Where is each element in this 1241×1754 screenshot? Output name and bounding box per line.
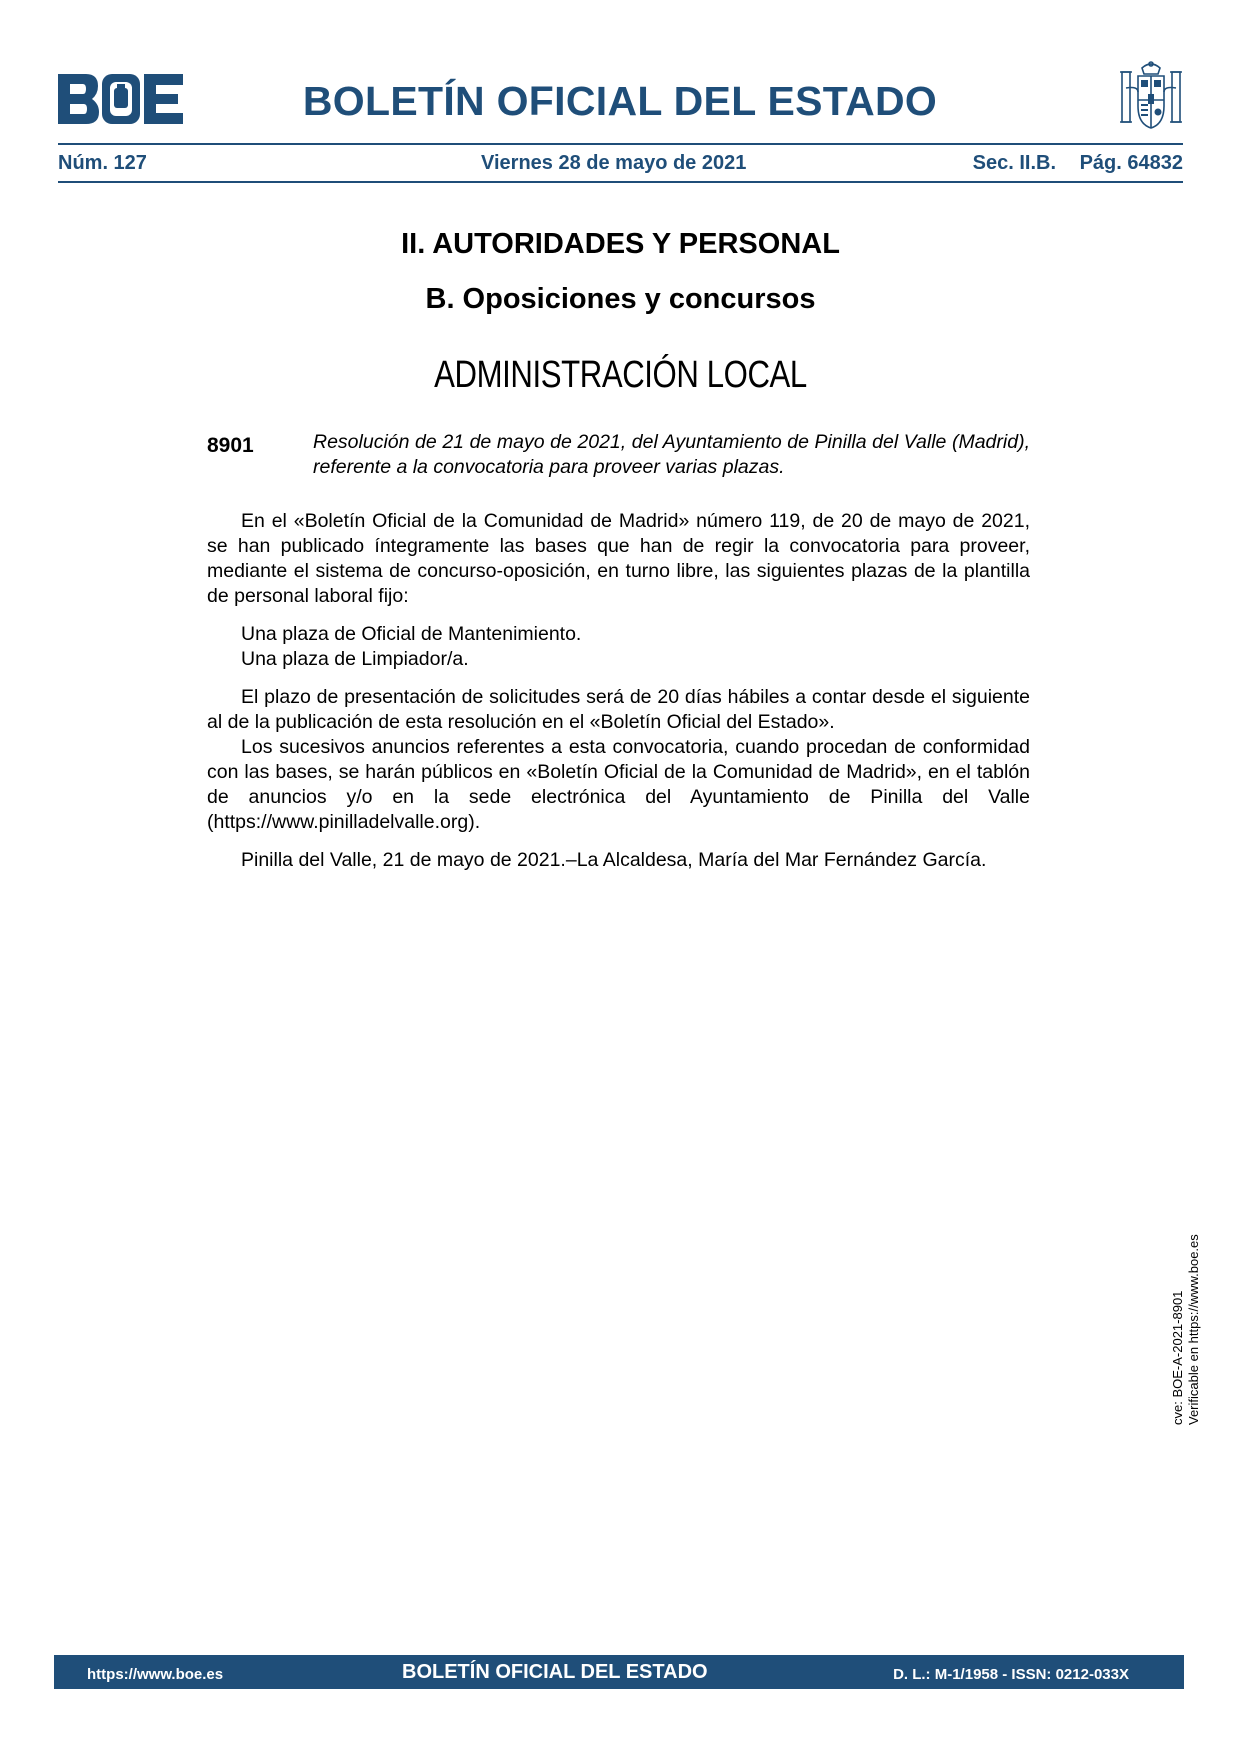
footer-legal: D. L.: M-1/1958 - ISSN: 0212-033X bbox=[893, 1666, 1129, 1683]
header-title: BOLETÍN OFICIAL DEL ESTADO bbox=[302, 78, 938, 124]
issue-date: Viernes 28 de mayo de 2021 bbox=[481, 152, 747, 174]
document-summary: Resolución de 21 de mayo de 2021, del Ayuntamiento de Pinilla del Valle (Madrid), referente a la convocatoria para proveer varias plazas. bbox=[313, 431, 1030, 478]
list-item: Una plaza de Limpiador/a. bbox=[241, 648, 469, 670]
boe-logo bbox=[58, 74, 183, 124]
section-code: Sec. II.B. bbox=[972, 152, 1056, 174]
subsection-title: B. Oposiciones y concursos bbox=[425, 283, 816, 315]
body-paragraph: El plazo de presentación de solicitudes será de 20 días hábiles a contar desde el siguiente al de la publicación de esta resolución en el «Boletín Oficial del Estado». bbox=[207, 686, 1030, 733]
page-number: Pág. 64832 bbox=[1079, 152, 1183, 174]
list-item: Una plaza de Oficial de Mantenimiento. bbox=[241, 623, 582, 645]
coat-of-arms-icon bbox=[1118, 60, 1184, 134]
body-paragraph: Los sucesivos anuncios referentes a esta convocatoria, cuando procedan de conformidad con las bases, se harán públicos en «Boletín Oficial de la Comunidad de Madrid», en el tablón de anuncios y/o en la sede electrónica del Ayuntamiento de Pinilla del Valle (https://www.pinilladelvalle.org). bbox=[207, 736, 1030, 833]
header-rule-bottom bbox=[58, 181, 1183, 183]
document-number: 8901 bbox=[207, 434, 254, 457]
footer-title: BOLETÍN OFICIAL DEL ESTADO bbox=[402, 1661, 708, 1683]
administration-title: ADMINISTRACIÓN LOCAL bbox=[434, 354, 807, 396]
signature-paragraph: Pinilla del Valle, 21 de mayo de 2021.–La Alcaldesa, María del Mar Fernández García. bbox=[241, 849, 987, 871]
issue-meta-row bbox=[58, 150, 1183, 178]
verification-note bbox=[1170, 1125, 1210, 1425]
footer-bar bbox=[54, 1655, 1184, 1689]
body-paragraph: En el «Boletín Oficial de la Comunidad de Madrid» número 119, de 20 de mayo de 2021, se han publicado íntegramente las bases que han de regir la convocatoria para proveer, mediante el sistema de concurso-oposición, en turno libre, las siguientes plazas de la plantilla de personal laboral fijo: bbox=[207, 510, 1030, 607]
verification-link: Verificable en https://www.boe.es bbox=[1186, 1234, 1201, 1425]
issue-number: Núm. 127 bbox=[58, 152, 147, 174]
document-body bbox=[207, 509, 1030, 873]
footer-url-link[interactable]: https://www.boe.es bbox=[87, 1666, 224, 1683]
header-rule-top bbox=[58, 143, 1183, 145]
section-title: II. AUTORIDADES Y PERSONAL bbox=[401, 228, 840, 260]
cve-code: cve: BOE-A-2021-8901 bbox=[1170, 1290, 1185, 1425]
